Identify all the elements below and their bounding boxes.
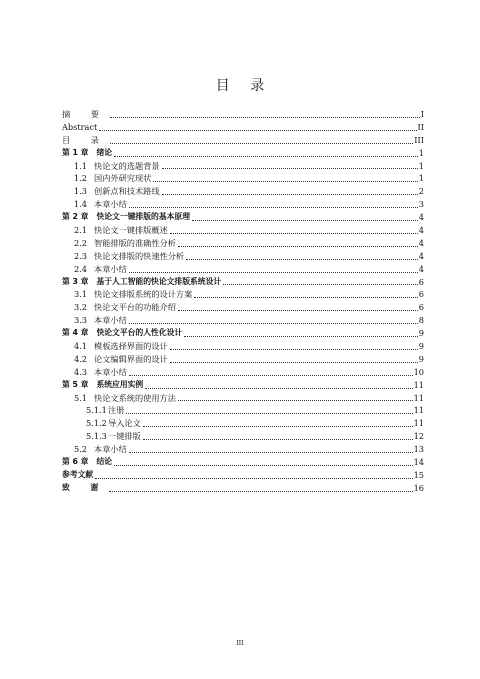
dot-leader — [223, 284, 418, 285]
toc-entry-label — [62, 263, 127, 276]
toc-entry-page: 11 — [413, 418, 424, 429]
toc-entry-title: 本章小结 — [94, 366, 127, 377]
toc-entry-label — [62, 392, 176, 405]
toc-entry-page: 12 — [413, 431, 424, 442]
dot-leader — [153, 181, 417, 182]
toc-entry-page: 4 — [418, 263, 424, 274]
toc-entry[interactable] — [62, 134, 424, 147]
toc-entry-title: 绪论 — [96, 147, 113, 157]
toc-entry-number: 2.1 — [74, 225, 88, 235]
toc-entry-page: 6 — [418, 276, 424, 287]
toc-entry-title: 本章小结 — [94, 444, 127, 455]
dot-leader — [178, 310, 418, 311]
toc-entry-title: 本章小结 — [94, 315, 127, 326]
dot-leader — [162, 194, 418, 195]
toc-entry-page: 3 — [418, 199, 424, 210]
toc-entry-label — [62, 379, 143, 392]
toc-entry-page: 6 — [418, 289, 424, 300]
toc-entry[interactable] — [62, 404, 424, 417]
toc-entry-number: 3.2 — [74, 302, 88, 313]
toc-entry-label — [62, 198, 127, 211]
dot-leader — [129, 452, 413, 453]
toc-entry-title: 模板选择界面的设计 — [94, 341, 168, 352]
dot-leader — [170, 349, 418, 350]
toc-entry-page: 9 — [418, 328, 424, 339]
toc-entry-title: 智能排版的准确性分析 — [94, 237, 176, 248]
toc-entry-page: 4 — [418, 212, 424, 223]
toc-entry-label — [62, 456, 112, 469]
toc-entry-page: 11 — [413, 405, 424, 416]
dot-leader — [126, 413, 412, 414]
dot-leader — [170, 233, 418, 234]
toc-entry-number: 第 5 章 — [62, 379, 89, 389]
toc-entry-label — [62, 250, 184, 263]
toc-entry-title: 目 录 — [62, 134, 108, 145]
dot-leader — [129, 272, 418, 273]
toc-entry-label — [62, 482, 107, 495]
toc-entry-page: 11 — [413, 392, 424, 403]
toc-entry[interactable] — [62, 160, 424, 173]
toc-entry-number: 第 6 章 — [62, 457, 89, 467]
toc-entry-title: Abstract — [62, 121, 98, 132]
toc-entry[interactable] — [62, 443, 424, 456]
toc-entry-label — [62, 327, 182, 340]
page-number-footer: III — [236, 640, 244, 647]
toc-entry-number: 5.1.1 — [86, 405, 107, 416]
toc-entry-label — [62, 211, 190, 224]
toc-entry-number: 3.3 — [74, 315, 88, 326]
toc-entry-label — [62, 147, 112, 160]
toc-entry-number: 第 1 章 — [62, 147, 89, 157]
toc-entry-label — [62, 314, 127, 327]
toc-entry[interactable] — [62, 430, 424, 443]
toc-entry-label — [62, 469, 93, 482]
toc-entry-number: 4.2 — [74, 353, 88, 364]
toc-entry-number: 2.4 — [74, 263, 88, 274]
toc-entry[interactable] — [62, 263, 424, 276]
toc-entry-page: 1 — [418, 160, 424, 171]
toc-entry[interactable] — [62, 301, 424, 314]
toc-entry-page: 10 — [413, 366, 424, 377]
toc-entry-title: 本章小结 — [94, 263, 127, 274]
toc-entry-label — [62, 121, 97, 134]
toc-entry-title: 基于人工智能的快论文排版系统设计 — [96, 276, 222, 286]
toc-entry-page: 1 — [418, 147, 424, 158]
toc-entry-page: 4 — [418, 225, 424, 235]
toc-entry-label — [62, 430, 141, 443]
toc-entry[interactable] — [62, 172, 424, 185]
toc-entry-number: 5.1.2 — [86, 418, 107, 429]
toc-entry[interactable] — [62, 237, 424, 250]
toc-entry[interactable] — [62, 224, 424, 237]
toc-entry-page: 1 — [418, 173, 424, 184]
toc-entry-number: 1.4 — [74, 199, 88, 210]
toc-entry-number: 2.3 — [74, 250, 88, 261]
toc-entry[interactable] — [62, 366, 424, 379]
toc-entry-title: 论文编辑界面的设计 — [94, 353, 168, 364]
toc-entry-title: 结论 — [96, 457, 113, 467]
dot-leader — [143, 439, 413, 440]
toc-entry[interactable] — [62, 340, 424, 353]
toc-entry-page: 13 — [413, 444, 424, 455]
toc-entry-label — [62, 160, 160, 173]
toc-entry-label — [62, 417, 141, 430]
toc-entry-title: 创新点和技术路线 — [94, 186, 160, 197]
toc-entry-label — [62, 404, 124, 417]
toc-entry-title: 一键排版 — [108, 431, 141, 442]
dot-leader — [192, 220, 418, 221]
dot-leader — [194, 297, 418, 298]
toc-entry-title: 导入论文 — [108, 418, 141, 429]
toc-entry-label — [62, 172, 151, 185]
toc-entry-page: 15 — [413, 469, 424, 480]
toc-entry-number: 1.3 — [74, 186, 88, 197]
toc-entry-number: 1.1 — [74, 160, 88, 171]
toc-entry-page: 4 — [418, 250, 424, 261]
toc-entry-page: 2 — [418, 186, 424, 197]
toc-entry-number: 1.2 — [74, 173, 88, 184]
toc-entry-title: 快论文一键排版的基本原理 — [96, 212, 191, 222]
toc-entry-page: II — [417, 121, 424, 132]
dot-leader — [129, 207, 418, 208]
toc-entry-label — [62, 185, 160, 198]
dot-leader — [184, 336, 418, 337]
toc-entry-title: 摘 要 — [62, 108, 108, 119]
toc-entry[interactable] — [62, 250, 424, 263]
toc-entry-page: 16 — [413, 482, 424, 493]
toc-entry-title: 快论文平台的功能介绍 — [94, 302, 176, 313]
dot-leader — [109, 491, 412, 492]
toc-entry[interactable] — [62, 185, 424, 198]
toc-entry-number: 第 3 章 — [62, 276, 89, 286]
toc-entry[interactable] — [62, 392, 424, 405]
dot-leader — [129, 375, 413, 376]
toc-entry[interactable] — [62, 417, 424, 430]
toc-entry[interactable] — [62, 276, 424, 289]
toc-entry[interactable] — [62, 353, 424, 366]
toc-entry-label — [62, 288, 192, 301]
toc-entry-label — [62, 108, 108, 121]
dot-leader — [143, 426, 413, 427]
dot-leader — [162, 168, 418, 169]
dot-leader — [110, 117, 420, 118]
toc-entry-page: 9 — [418, 353, 424, 364]
dot-leader — [110, 143, 413, 144]
toc-entry[interactable] — [62, 482, 424, 495]
toc-entry[interactable] — [62, 379, 424, 392]
toc-entry-label — [62, 276, 221, 289]
toc-entry-label — [62, 340, 168, 353]
page-title: 目 录 — [215, 78, 273, 94]
toc-entry-label — [62, 366, 127, 379]
toc-entry[interactable] — [62, 211, 424, 224]
toc-entry-label — [62, 224, 168, 237]
toc-entry-title: 快论文排版的快速性分析 — [94, 250, 185, 261]
toc-entry-number: 5.2 — [74, 444, 88, 455]
dot-leader — [178, 246, 418, 247]
toc-entry[interactable] — [62, 314, 424, 327]
toc-entry-label — [62, 301, 176, 314]
toc-entry-title: 系统应用实例 — [96, 379, 144, 389]
toc-entry-page: III — [414, 134, 424, 145]
dot-leader — [129, 323, 418, 324]
toc-entry-page: 6 — [418, 302, 424, 313]
dot-leader — [145, 388, 412, 389]
toc-entry-label — [62, 353, 168, 366]
toc-entry-title: 致 谢 — [62, 482, 108, 492]
toc-entry[interactable] — [62, 108, 424, 121]
toc-entry-page: 9 — [418, 341, 424, 352]
toc-entry-number: 5.1.3 — [86, 431, 107, 442]
toc-entry-number: 4.1 — [74, 341, 88, 352]
dot-leader — [114, 465, 413, 466]
dot-leader — [170, 362, 418, 363]
table-of-contents — [62, 108, 424, 495]
toc-entry-label — [62, 237, 176, 250]
toc-entry-title: 快论文一键排版概述 — [94, 225, 168, 235]
toc-entry-page: 8 — [418, 315, 424, 326]
dot-leader — [186, 259, 418, 260]
dot-leader — [178, 400, 413, 401]
toc-entry-number: 第 4 章 — [62, 328, 89, 338]
dot-leader — [114, 156, 418, 157]
toc-entry-title: 本章小结 — [94, 199, 127, 210]
toc-entry-title: 国内外研究现状 — [94, 173, 152, 184]
toc-entry[interactable] — [62, 456, 424, 469]
toc-entry[interactable] — [62, 327, 424, 340]
toc-entry-title: 快论文平台的人性化设计 — [96, 328, 183, 338]
toc-entry[interactable] — [62, 198, 424, 211]
toc-entry[interactable] — [62, 288, 424, 301]
toc-entry-page: 4 — [418, 237, 424, 248]
toc-entry-number: 4.3 — [74, 366, 88, 377]
toc-entry-title: 快论文排版系统的设计方案 — [94, 289, 193, 300]
dot-leader — [99, 130, 416, 131]
dot-leader — [95, 478, 412, 479]
toc-entry-title: 参考文献 — [62, 469, 94, 479]
toc-entry-title: 注册 — [108, 405, 125, 416]
toc-entry-page: I — [420, 108, 424, 119]
toc-entry-number: 5.1 — [74, 392, 88, 403]
toc-entry-number: 第 2 章 — [62, 212, 89, 222]
toc-entry-label — [62, 443, 127, 456]
toc-entry[interactable] — [62, 147, 424, 160]
toc-entry-number: 2.2 — [74, 237, 88, 248]
toc-entry-label — [62, 134, 108, 147]
toc-entry-page: 14 — [413, 457, 424, 468]
toc-entry-title: 快论文的选题背景 — [94, 160, 160, 171]
toc-entry-title: 快论文系统的使用方法 — [94, 392, 176, 403]
toc-entry-number: 3.1 — [74, 289, 88, 300]
toc-entry-page: 11 — [413, 379, 424, 390]
toc-entry[interactable] — [62, 121, 424, 134]
toc-entry[interactable] — [62, 469, 424, 482]
